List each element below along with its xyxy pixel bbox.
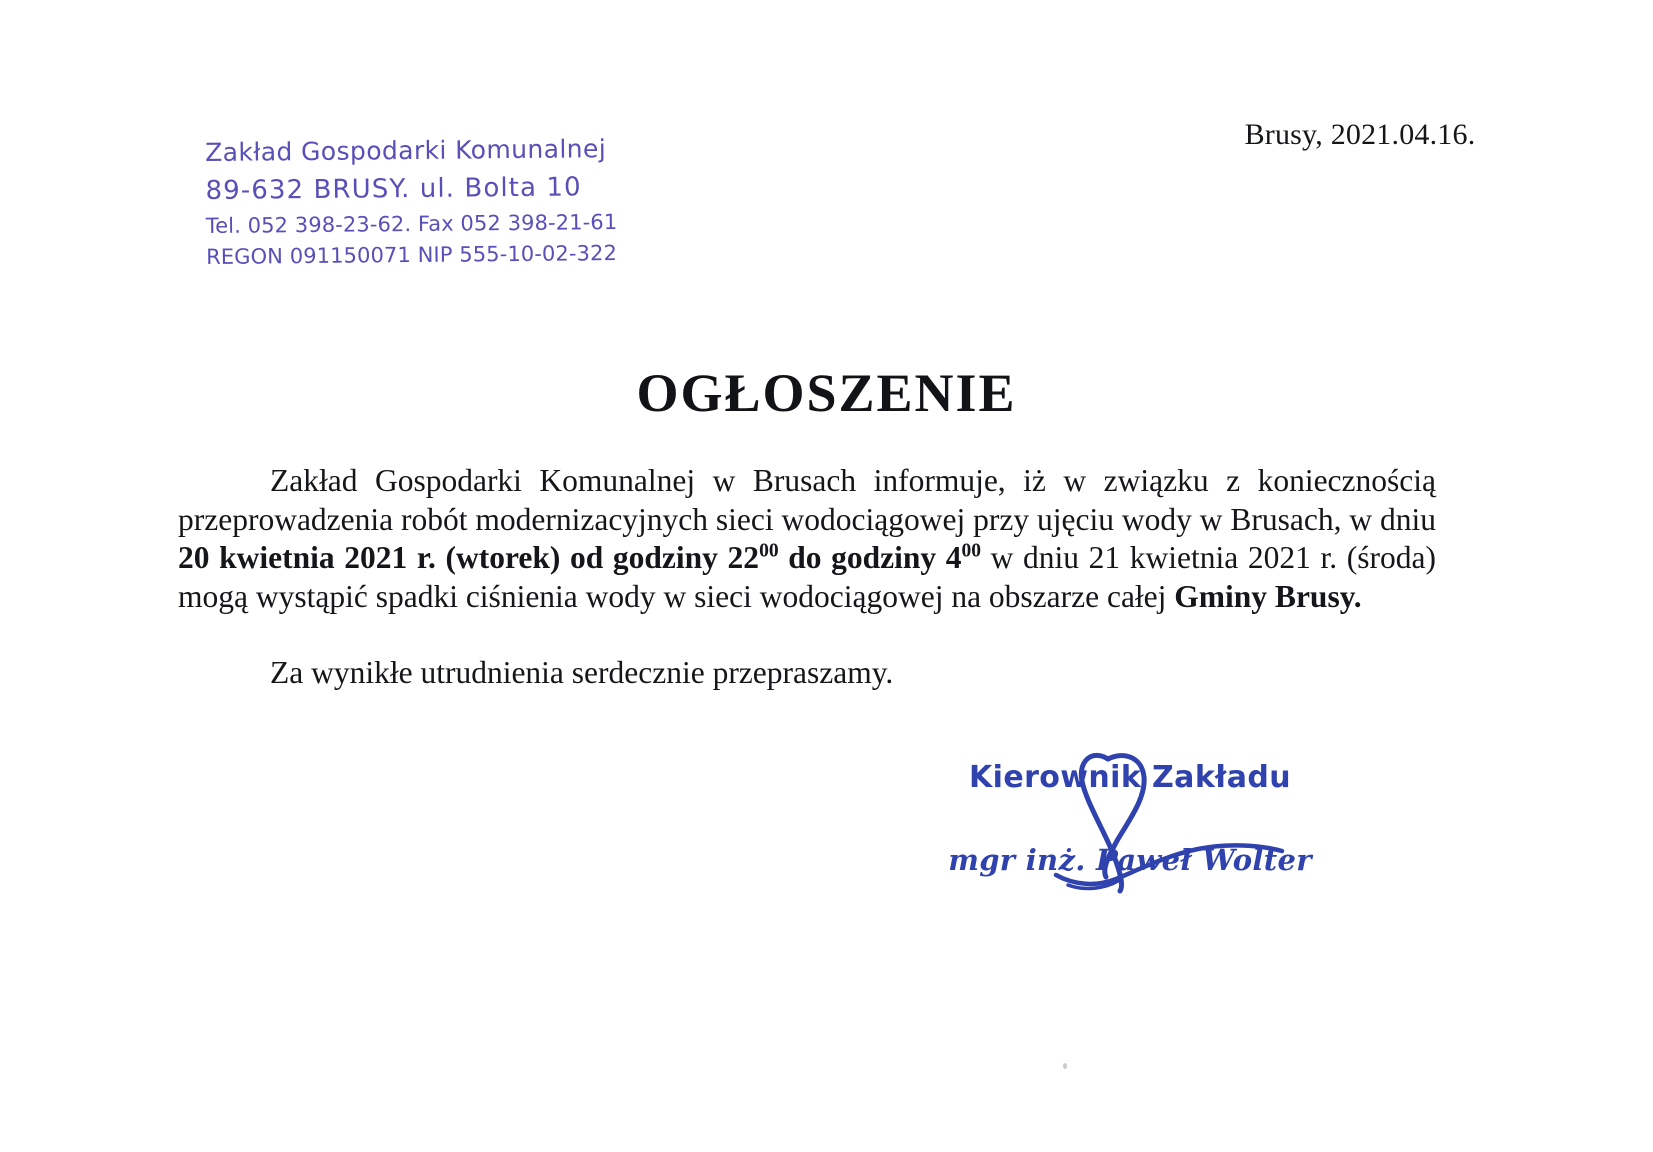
apology-paragraph: Za wynikłe utrudnienia serdecznie przepraszamy. bbox=[270, 655, 894, 690]
document-date: Brusy, 2021.04.16. bbox=[1244, 118, 1476, 151]
stamp-address: 89-632 BRUSY. ul. Bolta 10 bbox=[205, 172, 582, 206]
announcement-affected-area: Gminy Brusy. bbox=[1174, 578, 1362, 614]
stamp-organisation-name: Zakład Gospodarki Komunalnej bbox=[204, 134, 607, 167]
announcement-outage-end: do godziny 4 bbox=[778, 540, 962, 575]
page-title: OGŁOSZENIE bbox=[636, 363, 1017, 423]
announcement-end-minutes: 00 bbox=[961, 540, 982, 562]
signature-block bbox=[900, 760, 1360, 877]
scan-artifact bbox=[1063, 1063, 1067, 1069]
announcement-detail-text: w dniu 21 kwietnia 2021 r. (środa) mogą wystąpić spadki ciśnienia wody w sieci wodociągowej na obszarze całej bbox=[178, 540, 1436, 614]
announcement-outage-start: 20 kwietnia 2021 r. (wtorek) od godziny 22 bbox=[178, 540, 760, 575]
stamp-regon-nip: REGON 091150071 NIP 555-10-02-322 bbox=[206, 241, 618, 269]
document-body bbox=[178, 462, 1436, 693]
signatory-role: Kierownik Zakładu bbox=[969, 760, 1291, 795]
office-stamp bbox=[205, 136, 626, 268]
announcement-paragraph bbox=[178, 462, 1436, 616]
signatory-name: mgr inż. Paweł Wolter bbox=[948, 843, 1312, 877]
stamp-phone-fax: Tel. 052 398-23-62. Fax 052 398-21-61 bbox=[205, 210, 618, 238]
announcement-start-minutes: 00 bbox=[759, 540, 779, 562]
announcement-intro-text: Zakład Gospodarki Komunalnej w Brusach informuje, iż w związku z koniecznością przeprowadzenia robót modernizacyjnych sieci wodociągowej przy ujęciu wody w Brusach, w dniu bbox=[178, 463, 1436, 537]
